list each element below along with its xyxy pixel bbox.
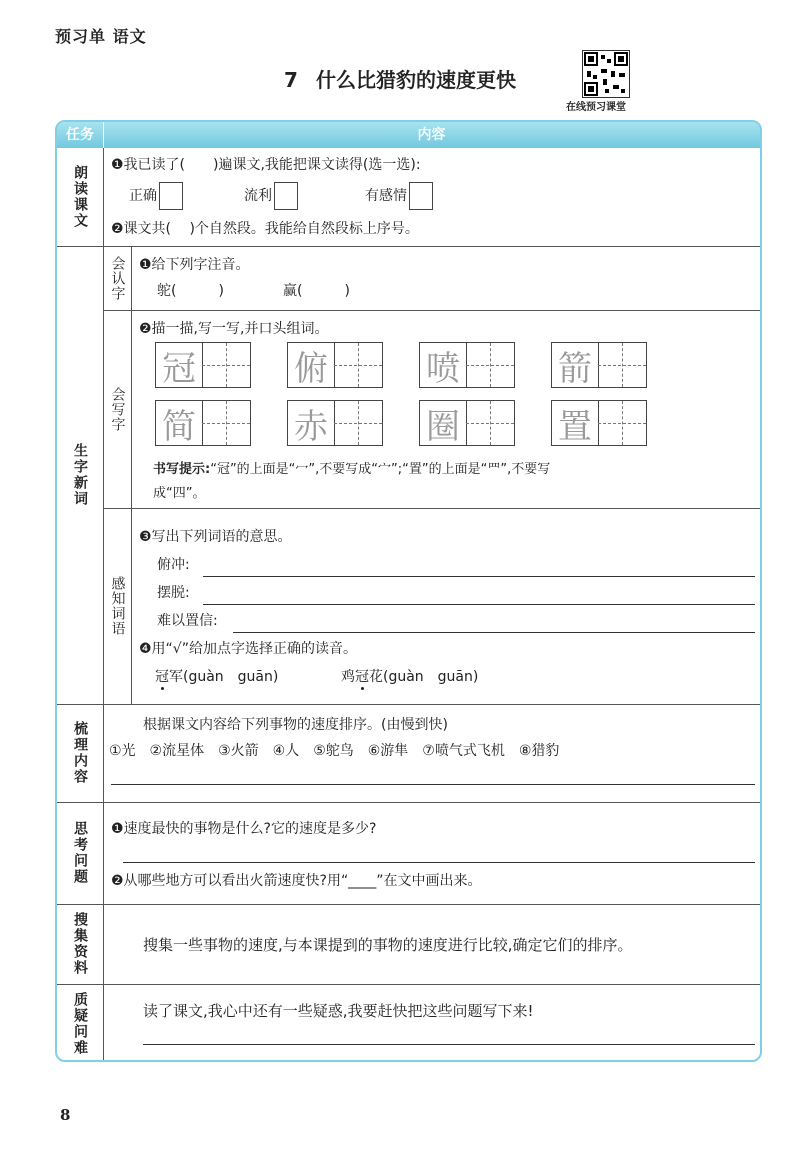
sub-write: 会写字: [109, 386, 126, 432]
sort-instruction: 根据课文内容给下列事物的速度排序。(由慢到快): [143, 717, 448, 733]
recognize-item[interactable]: 赢( ): [283, 283, 350, 299]
task-collect: 搜集资料: [72, 912, 88, 976]
word-fuchong: 俯冲:: [157, 557, 190, 573]
qr-code-icon[interactable]: [582, 50, 630, 98]
checkbox[interactable]: [409, 182, 433, 210]
read-line1: ❶我已读了( )遍课文,我能把课文读得(选一选):: [111, 157, 421, 173]
char-grid[interactable]: 圈: [419, 400, 515, 446]
task-think: 思考问题: [72, 821, 88, 885]
answer-line[interactable]: [203, 604, 755, 605]
char-grid[interactable]: 赤: [287, 400, 383, 446]
think-q1: ❶速度最快的事物是什么?它的速度是多少?: [111, 821, 377, 837]
header-task: 任务: [66, 127, 94, 143]
perceive-instruction: ❸写出下列词语的意思。: [139, 529, 292, 545]
answer-line[interactable]: [203, 576, 755, 577]
answer-line[interactable]: [123, 862, 755, 863]
table-header: [57, 122, 760, 148]
sub-recognize: 会认字: [109, 255, 126, 301]
read-option-emotion[interactable]: 有感情: [365, 182, 433, 210]
checkbox[interactable]: [159, 182, 183, 210]
task-read: 朗读课文: [72, 165, 88, 229]
checkbox[interactable]: [274, 182, 298, 210]
header-content: 内容: [417, 127, 446, 143]
char-grid[interactable]: 简: [155, 400, 251, 446]
sort-items: ①光 ②流星体 ③火箭 ④人 ⑤鸵鸟 ⑥游隼 ⑦喷气式飞机 ⑧猎豹: [109, 743, 560, 759]
task-new-words: 生字新词: [72, 443, 88, 507]
answer-line[interactable]: [233, 632, 755, 633]
header-subject: 预习单 语文: [55, 27, 147, 46]
char-grid[interactable]: 置: [551, 400, 647, 446]
read-line2: ❷课文共( )个自然段。我能给自然段标上序号。: [111, 221, 419, 237]
task-sort: 梳理内容: [72, 721, 88, 785]
pron-jiguanhua[interactable]: 鸡冠花(guàn guān): [341, 669, 479, 685]
lesson-title: 什么比猎豹的速度更快: [315, 68, 516, 92]
answer-line[interactable]: [111, 784, 755, 785]
char-grid[interactable]: 箭: [551, 342, 647, 388]
recognize-item[interactable]: 鸵( ): [157, 283, 224, 299]
perceive-instruction2: ❹用“√”给加点字选择正确的读音。: [139, 641, 357, 657]
read-option-fluent[interactable]: 流利: [244, 182, 298, 210]
write-instruction: ❷描一描,写一写,并口头组词。: [139, 321, 329, 337]
question-text: 读了课文,我心中还有一些疑惑,我要赶快把这些问题写下来!: [143, 1002, 534, 1020]
char-grid[interactable]: 冠: [155, 342, 251, 388]
page-number: 8: [60, 1106, 71, 1124]
answer-line[interactable]: [143, 1044, 755, 1045]
recognize-instruction: ❶给下列字注音。: [139, 257, 250, 273]
qr-label: 在线预习课堂: [566, 102, 626, 113]
page-title: [0, 64, 800, 93]
writing-tip: 书写提示:“冠”的上面是“冖”,不要写成“宀”;“置”的上面是“罒”,不要写: [153, 462, 551, 477]
word-nanyizhixin: 难以置信:: [157, 613, 218, 629]
read-option-correct[interactable]: 正确: [129, 182, 183, 210]
task-question: 质疑问难: [72, 992, 88, 1056]
word-baituo: 摆脱:: [157, 585, 190, 601]
think-q2: ❷从哪些地方可以看出火箭速度快?用“____”在文中画出来。: [111, 873, 482, 889]
sub-perceive: 感知词语: [109, 576, 126, 636]
char-grid[interactable]: 俯: [287, 342, 383, 388]
lesson-number: 7: [284, 68, 298, 92]
char-grid[interactable]: 喷: [419, 342, 515, 388]
worksheet-table: [55, 120, 762, 1062]
writing-tip-cont: 成“四”。: [153, 486, 206, 501]
pron-guanjun[interactable]: 冠军(guàn guān): [155, 669, 279, 685]
collect-text: 搜集一些事物的速度,与本课提到的事物的速度进行比较,确定它们的排序。: [143, 936, 633, 954]
